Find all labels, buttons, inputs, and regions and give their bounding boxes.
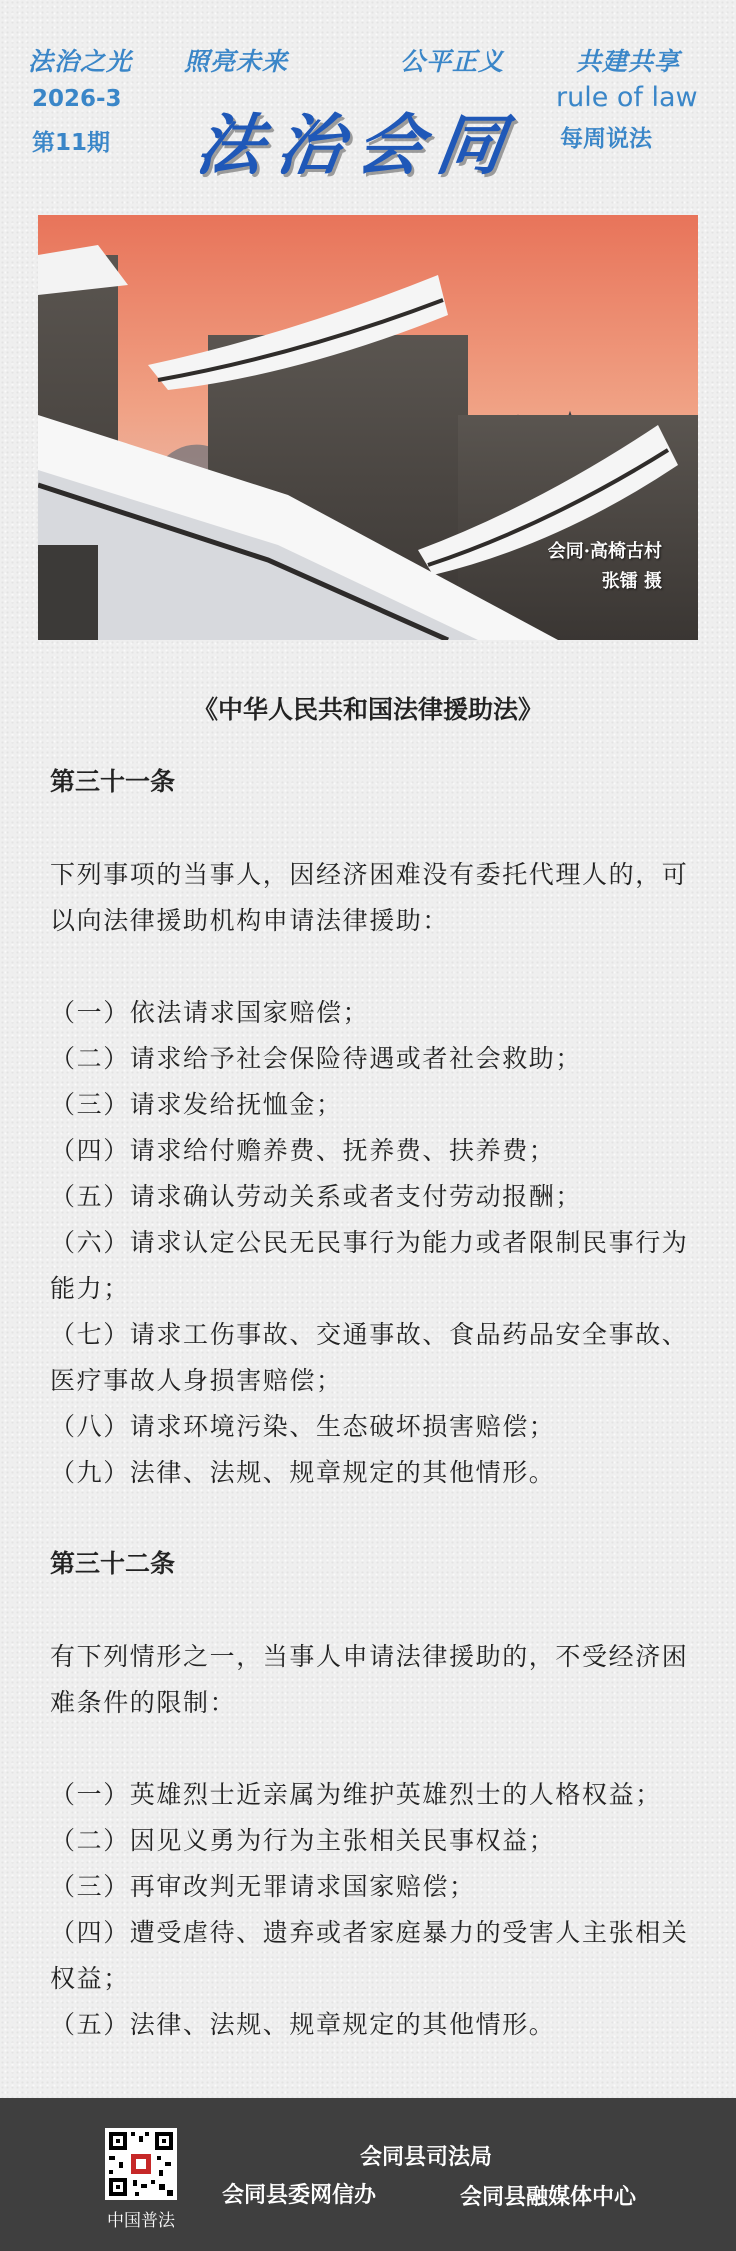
- qr-code[interactable]: [105, 2128, 177, 2200]
- slogan-1: 法治之光: [28, 47, 133, 76]
- article-31-intro: 下列事项的当事人，因经济困难没有委托代理人的，可以向法律援助机构申请法律援助：: [50, 860, 689, 935]
- article-32-heading: 第三十二条: [50, 1549, 176, 1578]
- article-31-heading: 第三十一条: [50, 767, 176, 796]
- list-item: （一）依法请求国家赔偿；: [50, 998, 370, 1027]
- article-gap: [50, 1496, 690, 1542]
- article-32-list: [50, 1772, 690, 2048]
- issue-date: 2026-3: [32, 86, 122, 112]
- org-justice-bureau: 会同县司法局: [360, 2145, 493, 2170]
- slogan-2: 照亮未来: [184, 47, 289, 76]
- slogan-4: 共建共享: [576, 47, 681, 76]
- list-item: （八）请求环境污染、生态破坏损害赔偿；: [50, 1412, 556, 1441]
- org-media-center: 会同县融媒体中心: [460, 2185, 637, 2210]
- photo-credit-author: 张镭 摄: [601, 571, 662, 592]
- list-item: （一）英雄烈士近亲属为维护英雄烈士的人格权益；: [50, 1780, 662, 1809]
- qr-code-label: 中国普法: [107, 2211, 175, 2231]
- footer-bar: [0, 2098, 736, 2251]
- english-tagline: rule of law: [556, 82, 698, 113]
- snowy-village-illustration: [38, 215, 698, 640]
- list-item: （九）法律、法规、规章规定的其他情形。: [50, 1458, 556, 1487]
- list-item: （五）请求确认劳动关系或者支付劳动报酬；: [50, 1182, 583, 1211]
- photo-credit-location: 会同·高椅古村: [547, 541, 662, 562]
- list-item: （五）法律、法规、规章规定的其他情形。: [50, 2010, 556, 2039]
- list-item: （六）请求认定公民无民事行为能力或者限制民事行为能力；: [50, 1228, 689, 1303]
- list-item: （二）因见义勇为行为主张相关民事权益；: [50, 1826, 556, 1855]
- list-item: （三）再审改判无罪请求国家赔偿；: [50, 1872, 476, 1901]
- masthead-title: 法治会同: [191, 106, 523, 184]
- list-item: （七）请求工伤事故、交通事故、食品药品安全事故、医疗事故人身损害赔偿；: [50, 1320, 689, 1395]
- list-item: （三）请求发给抚恤金；: [50, 1090, 343, 1119]
- org-cyberspace-office: 会同县委网信办: [222, 2183, 377, 2208]
- slogan-3: 公平正义: [400, 47, 505, 76]
- list-item: （二）请求给予社会保险待遇或者社会救助；: [50, 1044, 583, 1073]
- article-31-list: [50, 990, 690, 1496]
- weekly-label: 每周说法: [560, 126, 652, 152]
- masthead-header: [0, 0, 736, 200]
- qr-code-icon: [105, 2128, 177, 2200]
- issue-number: 第11期: [32, 130, 111, 156]
- list-item: （四）请求给付赡养费、抚养费、扶养费；: [50, 1136, 556, 1165]
- law-title: 《中华人民共和国法律援助法》: [192, 695, 543, 724]
- law-content: [50, 760, 690, 2048]
- list-item: （四）遭受虐待、遗弃或者家庭暴力的受害人主张相关权益；: [50, 1918, 689, 1993]
- cover-photo: [38, 215, 698, 640]
- article-32-intro: 有下列情形之一，当事人申请法律援助的，不受经济困难条件的限制：: [50, 1642, 689, 1717]
